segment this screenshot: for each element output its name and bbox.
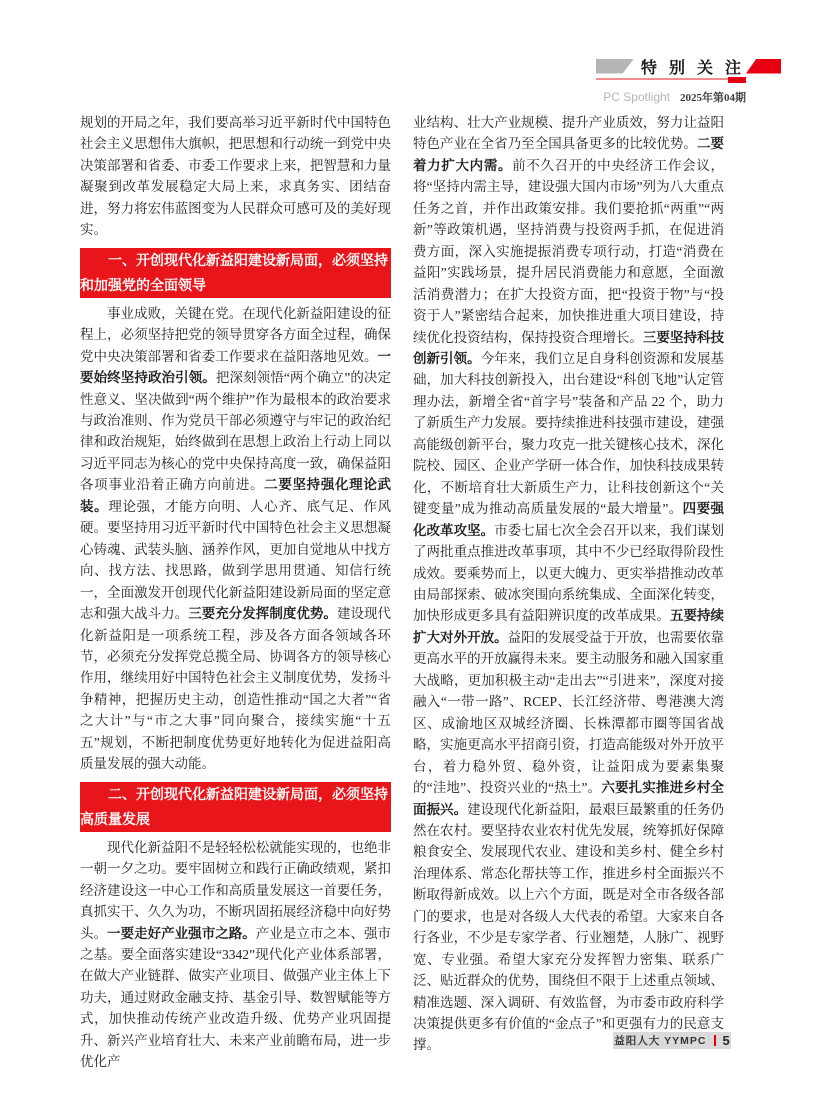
section-heading-2: 二、开创现代化新益阳建设新局面，必须坚持高质量发展	[80, 782, 391, 832]
section-title: 特 别 关 注	[641, 59, 746, 77]
header-title-row	[596, 56, 746, 76]
page-footer	[613, 1032, 731, 1049]
header-english-title: PC Spotlight	[603, 90, 670, 104]
publication-name: 益阳人大 YYMPC	[614, 1035, 707, 1047]
header-gray-trapezoid-icon	[596, 59, 634, 74]
section-heading-1: 一、开创现代化新益阳建设新局面，必须坚持和加强党的全面领导	[80, 248, 391, 298]
footer-red-bar-icon	[714, 1035, 716, 1046]
header-divider-line	[596, 78, 746, 80]
header-issue-label: 2025年第04期	[680, 92, 746, 104]
page-number: 5	[722, 1033, 730, 1048]
header-red-tab-icon	[728, 77, 746, 83]
body-paragraph: 事业成败，关键在党。在现代化新益阳建设的征程上，必须坚持把党的领导贯穿各方面全过程，确保党中央决策部署和省委工作要求在益阳落地见效。一要始终坚持政治引领。把深刻领悟“两个确立”的决定性意义、坚决做到“两个维护”作为最根本的政治要求与政治准则、作为党员干部必须遵守与牢记的政治纪律和政治规矩，始终做到在思想上政治上行动上同以习近平同志为核心的党中央保持高度一致，确保益阳各项事业沿着正确方向前进。二要坚持强化理论武装。理论强，才能方向明、人心齐、底气足、作风硬。要坚持用习近平新时代中国特色社会主义思想凝心铸魂、武装头脑、涵养作风，更加自觉地从中找方向、找方法、找思路，做到学思用贯通、知信行统一，全面激发开创现代化新益阳建设新局面的坚定意志和强大战斗力。三要充分发挥制度优势。建设现代化新益阳是一项系统工程，涉及各方面各领域各环节，必须充分发挥党总揽全局、协调各方的领导核心作用，继续用好中国特色社会主义制度优势，发扬斗争精神，把握历史主动，创造性推动“国之大者”“省之大计”与“市之大事”同向聚合，接续实施“十五五”规划，不断把制度优势更好地转化为促进益阳高质量发展的强大动能。	[80, 305, 392, 772]
body-paragraph-continuation: 业结构、壮大产业规模、提升产业质效，努力让益阳特色产业在全省乃至全国具备更多的比较优势。二要着力扩大内需。前不久召开的中央经济工作会议，将“坚持内需主导，建设强大国内市场”列为八大重点任务之首，并作出政策安排。我们要抢抓“两重”“两新”等政策机遇，坚持消费与投资两手抓，在促进消费方面，深入实施提振消费专项行动，打造“消费在益阳”实践场景，提升居民消费能力和意愿，全面激活消费潜力；在扩大投资方面，把“投资于物”与“投资于人”紧密结合起来，加快推进重大项目建设，持续优化投资结构，保持投资合理增长。三要坚持科技创新引领。今年来，我们立足自身科创资源和发展基础，加大科技创新投入，出台建设“科创飞地”认定管理办法，新增全省“首字号”装备和产品 22 个，助力了新质生产力发展。要持续推进科技强市建设，建强高能级创新平台，聚力攻克一批关键核心技术，深化院校、园区、企业产学研一体合作，加快科技成果转化，不断培育壮大新质生产力，让科技创新这个“关键变量”成为推动高质量发展的“最大增量”。四要强化改革攻坚。市委七届七次全会召开以来，我们谋划了两批重点推进改革事项，其中不少已经取得阶段性成效。要乘势而上，以更大魄力、更实举措推动改革由局部探索、破冰突围向系统集成、全面深化转变，加快形成更多具有益阳辨识度的改革成果。五要持续扩大对外开放。益阳的发展受益于开放，也需要依靠更高水平的开放赢得未来。要主动服务和融入国家重大战略，更加积极主动“走出去”“引进来”，深度对接融入“一带一路”、RCEP、长江经济带、粤港澳大湾区、成渝地区双城经济圈、长株潭都市圈等国省战略，实施更高水平招商引资，打造高能级对外开放平台，着力稳外贸、稳外资，让益阳成为要素集聚的“洼地”、投资兴业的“热土”。六要扎实推进乡村全面振兴。建设现代化新益阳，最艰巨最繁重的任务仍然在农村。要坚持农业农村优先发展，统筹抓好保障粮食安全、发展现代农业、建设和美乡村、健全乡村治理体系、常态化帮扶等工作，推进乡村全面振兴不断取得新成效。以上六个方面，既是对全市各级各部门的要求，也是对各级人大代表的希望。大家来自各行各业，不少是专家学者、行业翘楚，人脉广、视野宽、专业强。希望大家充分发挥智力密集、联系广泛、贴近群众的优势，围绕但不限于上述重点领域、精准选题、深入调研、有效监督，为市委市政府科学决策提供更多有价值的“金点子”和更强有力的民意支撑。	[413, 115, 725, 1053]
right-column	[413, 112, 724, 1056]
body-paragraph: 现代化新益阳不是轻轻松松就能实现的，也绝非一朝一夕之功。要牢固树立和践行正确政绩观，紧扣经济建设这一中心工作和高质量发展这一首要任务，真抓实干、久久为功，不断巩固拓展经济稳中向好势头。一要走好产业强市之路。产业是立市之本、强市之基。要全面落实建设“3342”现代化产业体系部署，在做大产业链群、做实产业项目、做强产业主体上下功夫，通过财政金融支持、基金引导、数智赋能等方式，加快推动传统产业改造升级、优势产业巩固提升、新兴产业培育壮大、未来产业前瞻布局，进一步优化产	[80, 839, 392, 1070]
body-paragraph-continuation: 规划的开局之年，我们要高举习近平新时代中国特色社会主义思想伟大旗帜，把思想和行动统一到党中央决策部署和省委、市委工作要求上来，把智慧和力量凝聚到改革发展稳定大局上来，求真务实、团结奋进，努力将宏伟蓝图变为人民群众可感可及的美好现实。	[80, 115, 391, 238]
page-header	[596, 56, 746, 106]
header-red-trapezoid-icon	[746, 59, 781, 74]
header-subtitle-row	[596, 88, 746, 106]
left-column	[80, 112, 391, 1073]
